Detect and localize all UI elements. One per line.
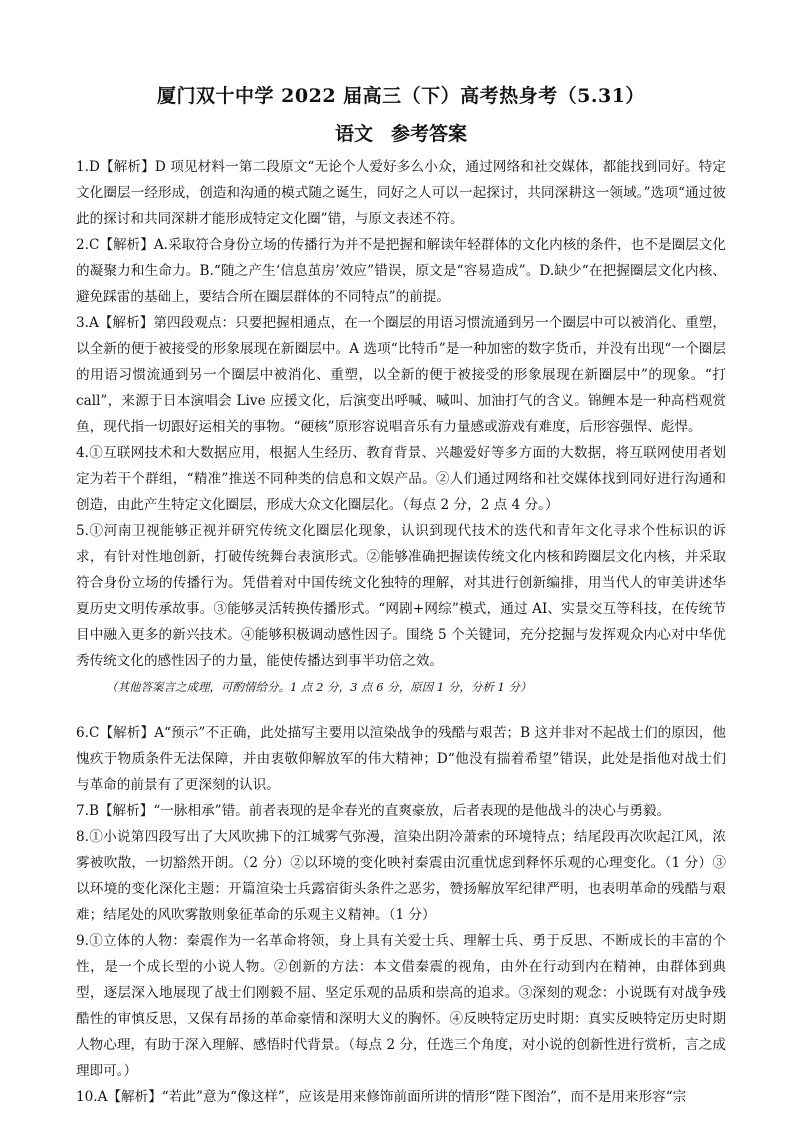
answer-q5: 5.①河南卫视能够正视并研究传统文化圈层化现象，认识到现代技术的迭代和青年文化寻求个性标识的诉求，有针对性地创新，打破传统舞台表演形式。②能够准确把握读传统文化内核和跨圈层文化内核，并采取符合身份立场的传播行为。凭借着对中国传统文化独特的理解，对其进行创新编排，用当代人的审美讲述华夏历史文明传承故事。③能够灵活转换传播形式。“网剧+网综”模式，通过 AI、实景交互等科技，在传统节目中融入更多的新兴技术。④能够积极调动感性因子。围绕 5 个关键词，充分挖掘与发挥观众内心对中华优秀传统文化的感性因子的力量，能使传播达到事半功倍之效。: [76, 523, 726, 669]
subtitle-subject: 语文: [334, 123, 373, 145]
answer-q1: 1.D【解析】D 项见材料一第二段原文“无论个人爱好多么小众，通过网络和社交媒体，都能找到同好。特定文化圈层一经形成，创造和沟通的模式随之诞生，同好之人可以一起探讨，共同深耕这一领域。”选项“通过彼此的探讨和共同深耕才能形成特定文化圈”错，与原文表述不符。: [76, 159, 726, 227]
answer-q8: 8.①小说第四段写出了大风吹拂下的江城雾气弥漫，渲染出阴冷萧索的环境特点；结尾段再次吹起江风，浓雾被吹散，一切豁然开朗。（2 分）②以环境的变化映衬秦震由沉重忧虑到释怀乐观的心理变化。（1 分）③以环境的变化深化主题：开篇渲染士兵露宿街头条件之恶劣，赞扬解放军纪律严明，也表明革命的残酷与艰难；结尾处的风吹雾散则象征革命的乐观主义精神。（1 分）: [76, 829, 726, 923]
answer-q6: 6.C【解析】A“预示”不正确，此处描写主要用以渲染战争的残酷与艰苦；B 这并非对不起战士们的原因，他愧疚于物质条件无法保障，并由衷敬仰解放军的伟大精神；D“他没有揣着希望”错误，此处是指他对战士们与革命的前景有了更深刻的认识。: [76, 725, 726, 793]
page-title: 厦门双十中学 2022 届高三（下）高考热身考（5.31）: [157, 85, 645, 107]
answer-q3: 3.A【解析】第四段观点：只要把握相通点，在一个圈层的用语习惯流通到另一个圈层中可以被消化、重塑，以全新的便于被接受的形象展现在新圈层中。A 选项“比特币”是一种加密的数字货币，并没有出现“一个圈层的用语习惯流通到另一个圈层中被消化、重塑，以全新的便于被接受的形象展现在新圈层中”的现象。“打 call”，来源于日本演唱会 Live 应援文化，后演变出呼喊、喊叫、加油打气的含义。锦鲤本是一种高档观赏鱼，现代指一切跟好运相关的事物。“硬核”原形容说唱音乐有力量感或游戏有难度，后形容强悍、彪悍。: [76, 315, 726, 435]
subtitle-label: 参考答案: [391, 123, 468, 145]
answer-q9: 9.①立体的人物：秦震作为一名革命将领，身上具有关爱士兵、理解士兵、勇于反思、不断成长的丰富的个性，是一个成长型的小说人物。②创新的方法：本文借秦震的视角，由外在行动到内在精神，由群体到典型，逐层深入地展现了战士们刚毅不屈、坚定乐观的品质和崇高的追求。③深刻的观念：小说既有对战争残酷性的审慎反思，又保有昂扬的革命豪情和深明大义的胸怀。④反映特定历史时期：真实反映特定历史时期人物心理，有助于深入理解、感悟时代背景。（每点 2 分，任选三个角度，对小说的创新性进行赏析，言之成理即可。）: [76, 933, 726, 1079]
section-spacer: [76, 700, 726, 720]
answer-q2: 2.C【解析】A.采取符合身份立场的传播行为并不是把握和解读年轻群体的文化内核的条件，也不是圈层文化的凝聚力和生命力。B.“随之产生‘信息茧房’效应”错误，原文是“容易造成”。D.缺少“在把握圈层文化内核、避免踩雷的基础上，要结合所在圈层群体的不同特点”的前提。: [76, 237, 726, 305]
answer-q7: 7.B【解析】“一脉相承”错。前者表现的是伞春光的直爽豪放，后者表现的是他战斗的决心与勇毅。: [76, 803, 671, 819]
answer-q4: 4.①互联网技术和大数据应用，根据人生经历、教育背景、兴趣爱好等多方面的大数据，将互联网使用者划定为若干个群组，“精准”推送不同种类的信息和文娱产品。②人们通过网络和社交媒体找到同好进行沟通和创造，由此产生特定文化圈层，形成大众文化圈层化。（每点 2 分，2 点 4 分。）: [76, 445, 726, 513]
answer-q10: 10.A【解析】“若此”意为“像这样”，应该是用来修饰前面所讲的情形“陛下图治”，而不是用来形容“宗: [76, 1089, 687, 1105]
answer-q5-note: （其他答案言之成理，可酌情给分。1 点 2 分，3 点 6 分，原因 1 分，分析 1 分）: [106, 680, 532, 694]
answer-sheet: [76, 82, 726, 1110]
page-subtitle: [76, 120, 726, 148]
